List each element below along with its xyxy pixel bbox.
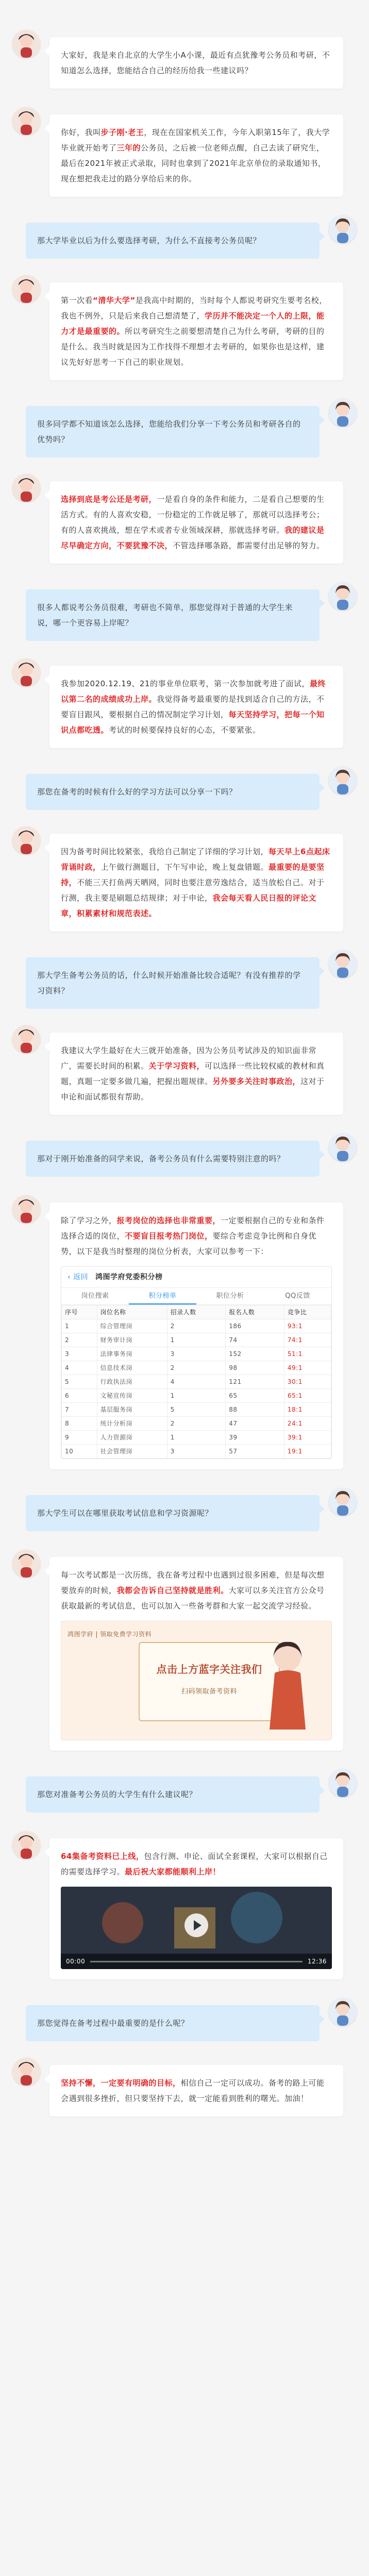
video-player[interactable] xyxy=(61,1887,332,1969)
highlighted-text: 我的建议是尽早确定方向，不要犹豫不决， xyxy=(61,526,325,550)
total-time: 12:36 xyxy=(307,1958,327,1965)
message-bubble xyxy=(26,1776,320,1812)
chat-message-left xyxy=(0,107,369,197)
message-bubble xyxy=(49,481,343,564)
progress-bar[interactable] xyxy=(90,1961,303,1962)
message-bubble xyxy=(26,589,320,641)
asker-avatar[interactable] xyxy=(329,950,357,978)
table-row xyxy=(62,1431,331,1445)
asker-avatar[interactable] xyxy=(329,1133,357,1161)
message-text xyxy=(61,492,332,553)
table-row xyxy=(62,1319,331,1333)
highlighted-text: 每天坚持学习，把每一个知识点都吃透。 xyxy=(61,710,325,735)
play-button[interactable] xyxy=(184,1913,208,1937)
promo-poster[interactable] xyxy=(61,1621,332,1740)
text-segment: 包含行测、申论、面试全套课程，大家可以根据自己的需要选择学习。 xyxy=(61,1852,328,1876)
text-segment: 不管选择哪条路，都需要付出足够的努力。 xyxy=(173,541,325,550)
asker-avatar[interactable] xyxy=(329,399,357,427)
highlighted-text: 我会每天看人民日报的评论文章，积累素材和规范表述。 xyxy=(61,893,317,918)
chat-message-right xyxy=(0,950,369,1009)
answerer-avatar[interactable] xyxy=(12,30,40,58)
table-cell: 57 xyxy=(226,1445,284,1459)
table-row xyxy=(62,1361,331,1375)
table-cell: 30:1 xyxy=(284,1375,331,1389)
table-header-row xyxy=(62,1306,331,1319)
message-text xyxy=(37,1787,308,1802)
table-cell: 法律事务岗 xyxy=(97,1347,167,1361)
chat-message-left xyxy=(0,30,369,89)
asker-avatar[interactable] xyxy=(329,1488,357,1516)
table-row xyxy=(62,1389,331,1403)
text-segment: 那大学毕业以后为什么要选择考研，为什么不直接考公务员呢？ xyxy=(37,236,261,245)
message-text xyxy=(61,844,332,921)
text-segment: ，现在在国家机关工作，今年入职第15年了，我大学毕业就开始考了 xyxy=(61,128,330,152)
message-text xyxy=(37,1505,308,1521)
table-cell: 竞争比 xyxy=(284,1306,331,1319)
text-segment: 大家可以多关注官方公众号获取最新的考试信息，也可以加入一些备考群和大家一起交流学习经验。 xyxy=(61,1586,325,1611)
table-cell: 统计分析岗 xyxy=(97,1417,167,1431)
table-cell: 1 xyxy=(167,1389,226,1403)
message-text xyxy=(61,676,332,738)
message-bubble xyxy=(26,774,320,810)
message-bubble xyxy=(49,1032,343,1115)
text-segment: 那对于刚开始准备的同学来说，备考公务员有什么需要特别注意的吗？ xyxy=(37,1154,285,1163)
table-row xyxy=(62,1445,331,1459)
message-bubble xyxy=(26,1141,320,1177)
table-cell: 39:1 xyxy=(284,1431,331,1445)
table-cell: 2 xyxy=(167,1319,226,1333)
table-cell: 人力资源岗 xyxy=(97,1431,167,1445)
screenshot-header xyxy=(61,1267,331,1288)
chat-message-right xyxy=(0,1133,369,1177)
position-table xyxy=(61,1305,331,1459)
table-cell: 74:1 xyxy=(284,1333,331,1347)
table-cell: 98 xyxy=(226,1361,284,1375)
text-segment: 要综合考虑竞争比例和自身优势，以下是我当时整理的岗位分析表，大家可以参考一下： xyxy=(61,1231,317,1256)
answerer-avatar[interactable] xyxy=(12,2058,40,2086)
highlighted-text: 我都会告诉自己坚持就是胜利。 xyxy=(116,1586,229,1595)
table-cell: 3 xyxy=(62,1347,97,1361)
asker-avatar[interactable] xyxy=(329,767,357,794)
table-cell: 1 xyxy=(167,1431,226,1445)
chat-message-left xyxy=(0,826,369,931)
message-text xyxy=(61,125,332,187)
table-cell: 2 xyxy=(167,1417,226,1431)
table-cell: 5 xyxy=(62,1375,97,1389)
chat-message-left xyxy=(0,1195,369,1469)
message-text xyxy=(61,1043,332,1105)
answerer-avatar[interactable] xyxy=(12,1831,40,1859)
table-cell: 24:1 xyxy=(284,1417,331,1431)
message-bubble xyxy=(49,2065,343,2116)
screenshot-tab[interactable]: 职位分析 xyxy=(216,1292,244,1300)
highlighted-text: 报考岗位的选择也非常重要， xyxy=(116,1216,221,1225)
message-text xyxy=(37,2015,308,2031)
text-segment: 不能三天打鱼两天晒网，同时也要注意劳逸结合，适当放松自己。对于行测，我主要是刷题总结规律；对于申论， xyxy=(61,878,325,903)
text-segment: 那大学生备考公务员的话，什么时候开始准备比较合适呢？有没有推荐的学习资料？ xyxy=(37,971,301,995)
table-cell: 47 xyxy=(226,1417,284,1431)
asker-avatar[interactable] xyxy=(329,215,357,243)
text-segment: 相信自己一定可以成功。备考的路上可能会遇到很多挫折，但只要坚持下去，就一定能看到胜利的曙光。加油！ xyxy=(61,2078,325,2103)
answerer-avatar[interactable] xyxy=(12,1550,40,1578)
table-cell: 8 xyxy=(62,1417,97,1431)
table-cell: 文秘宣传岗 xyxy=(97,1389,167,1403)
text-segment: 那大学生可以在哪里获取考试信息和学习资源呢？ xyxy=(37,1509,213,1518)
poster-subtitle: 扫码领取备考资料 xyxy=(181,1688,237,1696)
highlighted-text: 不要盲目报考热门岗位， xyxy=(125,1231,213,1241)
table-row xyxy=(62,1347,331,1361)
video-controls xyxy=(61,1954,332,1969)
table-cell: 121 xyxy=(226,1375,284,1389)
message-bubble xyxy=(26,1495,320,1531)
message-bubble xyxy=(49,666,343,748)
message-bubble xyxy=(49,1202,343,1469)
text-segment: 一定要根据自己的专业和条件选择合适的岗位， xyxy=(61,1216,325,1241)
screenshot-title: 鸿图学府党委积分榜 xyxy=(95,1273,163,1281)
text-segment: 我建议大学生最好在大三就开始准备，因为公务员考试涉及的知识面非常广，需要长时间的积累。 xyxy=(61,1046,317,1071)
table-cell: 7 xyxy=(62,1403,97,1417)
highlighted-text: “清华大学” xyxy=(93,296,136,305)
table-cell: 3 xyxy=(167,1347,226,1361)
highlighted-text: 最后祝大家都能顺利上岸！ xyxy=(125,1867,221,1876)
chat-message-right xyxy=(0,399,369,457)
text-segment: 是我高中时期的，当时每个人都说考研究生要考名校，我也不例外，只是后来我自己想清楚了， xyxy=(61,296,327,320)
message-text xyxy=(37,784,308,800)
table-cell: 2 xyxy=(62,1333,97,1347)
text-segment: 考试的时候要保持良好的心态，不要紧张。 xyxy=(109,725,261,735)
table-row xyxy=(62,1403,331,1417)
text-segment: 这对于申论和面试都很有帮助。 xyxy=(61,1077,325,1101)
chat-message-left xyxy=(0,1550,369,1751)
text-segment: 所以考研究生之前要想清楚自己为什么考研，考研的目的是什么。我当时就是因为工作找得不理想才去考研的，如果你也是这样，建议先好好思考一下自己的职业规划。 xyxy=(61,327,325,367)
chat-message-left xyxy=(0,275,369,380)
table-cell: 10 xyxy=(62,1445,97,1459)
text-segment: 我觉得备考最重要的是找到适合自己的方法，不要盲目跟风，要根据自己的情况制定学习计划， xyxy=(61,694,325,719)
screenshot-tab[interactable]: QQ反馈 xyxy=(285,1292,310,1300)
screenshot-tab[interactable]: 岗位搜索 xyxy=(81,1292,109,1300)
table-cell: 74 xyxy=(226,1333,284,1347)
table-cell: 51:1 xyxy=(284,1347,331,1361)
text-segment: 那您对准备考公务员的大学生有什么建议呢？ xyxy=(37,1790,197,1799)
highlighted-text: 学历并不能决定一个人的上限，能力才是最重要的。 xyxy=(61,311,325,336)
asker-avatar[interactable] xyxy=(329,1998,357,2026)
table-row xyxy=(62,1417,331,1431)
highlighted-text: 三年的 xyxy=(116,143,141,152)
message-bubble xyxy=(49,1557,343,1751)
answerer-avatar[interactable] xyxy=(12,658,40,686)
text-segment: 你好，我叫 xyxy=(61,128,101,137)
table-cell: 65:1 xyxy=(284,1389,331,1403)
text-segment: 我参加2020.12.19、21的事业单位联考，第一次参加就考进了面试， xyxy=(61,679,310,688)
message-text xyxy=(37,416,308,447)
answerer-avatar[interactable] xyxy=(12,826,40,854)
table-cell: 65 xyxy=(226,1389,284,1403)
back-button[interactable]: ‹ 返回 xyxy=(68,1273,89,1281)
table-cell: 信息技术岗 xyxy=(97,1361,167,1375)
table-cell: 186 xyxy=(226,1319,284,1333)
asker-avatar[interactable] xyxy=(329,582,357,610)
answerer-avatar[interactable] xyxy=(12,1025,40,1053)
table-cell: 19:1 xyxy=(284,1445,331,1459)
message-bubble xyxy=(26,223,320,259)
table-row xyxy=(62,1333,331,1347)
chat-message-left xyxy=(0,474,369,564)
current-time: 00:00 xyxy=(66,1958,86,1965)
poster-strip: 鸿图学府 | 领取免费学习资料 xyxy=(68,1631,152,1638)
message-text xyxy=(61,2075,332,2106)
table-cell: 综合管理岗 xyxy=(97,1319,167,1333)
table-cell: 基层服务岗 xyxy=(97,1403,167,1417)
table-cell: 岗位名称 xyxy=(97,1306,167,1319)
text-segment: 第一次看 xyxy=(61,296,93,305)
table-cell: 4 xyxy=(62,1361,97,1375)
highlighted-text: 64集备考资料已上线， xyxy=(61,1852,144,1861)
text-segment: 因为备考时间比较紧张，我给自己制定了详细的学习计划， xyxy=(61,847,269,856)
chat-message-right xyxy=(0,582,369,641)
table-cell: 招录人数 xyxy=(167,1306,226,1319)
table-cell: 6 xyxy=(62,1389,97,1403)
table-cell: 1 xyxy=(62,1319,97,1333)
text-segment: 上午做行测题目，下午写申论，晚上复盘错题。 xyxy=(100,862,269,872)
answerer-avatar[interactable] xyxy=(12,107,40,135)
message-text xyxy=(61,1213,332,1259)
table-cell: 88 xyxy=(226,1403,284,1417)
table-cell: 49:1 xyxy=(284,1361,331,1375)
table-row xyxy=(62,1375,331,1389)
chat-message-left xyxy=(0,658,369,748)
message-text xyxy=(37,968,308,998)
message-bubble xyxy=(49,37,343,89)
answerer-avatar[interactable] xyxy=(12,474,40,502)
highlighted-text: 坚持不懈，一定要有明确的目标， xyxy=(61,2078,181,2088)
poster-illustration xyxy=(264,1637,311,1730)
table-cell: 序号 xyxy=(62,1306,97,1319)
chat-message-right xyxy=(0,767,369,810)
message-text xyxy=(37,600,308,631)
message-bubble xyxy=(26,2005,320,2041)
table-cell: 5 xyxy=(167,1403,226,1417)
chat-message-left xyxy=(0,1831,369,1979)
table-cell: 财务审计岗 xyxy=(97,1333,167,1347)
message-text xyxy=(61,293,332,370)
message-bubble xyxy=(26,957,320,1009)
table-cell: 152 xyxy=(226,1347,284,1361)
table-cell: 行政执法岗 xyxy=(97,1375,167,1389)
highlighted-text: 步子刚·老王 xyxy=(100,128,144,137)
highlighted-text: 选择到底是考公还是考研， xyxy=(61,495,157,504)
text-segment: 很多人都说考公务员很难，考研也不简单，那您觉得对于普通的大学生来说，哪一个更容易上岸呢？ xyxy=(37,603,293,628)
text-segment: 那您在备考的时候有什么好的学习方法可以分享一下吗？ xyxy=(37,787,237,796)
screenshot-tabs xyxy=(61,1288,331,1305)
message-text xyxy=(61,1849,332,1879)
chat-message-right xyxy=(0,1998,369,2041)
table-cell: 1 xyxy=(167,1333,226,1347)
text-segment: 每一次考试都是一次历练，我在备考过程中也遇到过很多困难，但是每次想要放弃的时候， xyxy=(61,1570,325,1595)
table-cell: 39 xyxy=(226,1431,284,1445)
message-bubble xyxy=(49,834,343,931)
highlighted-text: 最重要的是要坚持， xyxy=(61,862,325,887)
table-cell: 9 xyxy=(62,1431,97,1445)
highlighted-text: 每天早上6点起床背诵时政， xyxy=(61,847,330,872)
message-bubble xyxy=(49,114,343,197)
chat-message-right xyxy=(0,215,369,259)
answerer-avatar[interactable] xyxy=(12,1195,40,1223)
poster-headline: 点击上方蓝字关注我们 xyxy=(156,1663,262,1675)
asker-avatar[interactable] xyxy=(329,1769,357,1797)
message-bubble xyxy=(49,1838,343,1979)
message-text xyxy=(37,1151,308,1166)
chat-message-right xyxy=(0,1488,369,1531)
table-cell: 4 xyxy=(167,1375,226,1389)
chat-message-right xyxy=(0,1769,369,1812)
message-text xyxy=(61,1567,332,1614)
chat-message-left xyxy=(0,2058,369,2116)
text-segment: 很多同学都不知道该怎么选择，您能给我们分享一下考公务员和考研各自的优势吗？ xyxy=(37,419,301,444)
table-cell: 报名人数 xyxy=(226,1306,284,1319)
table-cell: 3 xyxy=(167,1445,226,1459)
message-text xyxy=(37,233,308,248)
table-cell: 2 xyxy=(167,1361,226,1375)
highlighted-text: 最终以第二名的成绩成功上岸。 xyxy=(61,679,326,704)
table-cell: 18:1 xyxy=(284,1403,331,1417)
text-segment: 那您觉得在备考过程中最重要的是什么呢？ xyxy=(37,2019,189,2028)
message-bubble xyxy=(26,406,320,457)
highlighted-text: 关于学习资料， xyxy=(148,1061,205,1071)
answerer-avatar[interactable] xyxy=(12,275,40,303)
text-segment: 可以选择一些比较权威的教材和真题，真题一定要多做几遍，把握出题规律。 xyxy=(61,1061,325,1086)
message-bubble xyxy=(49,282,343,380)
table-cell: 社会管理岗 xyxy=(97,1445,167,1459)
text-segment: 大家好，我是来自北京的大学生小A小课，最近有点犹豫考公务员和考研，不知道怎么选择，您能结合自己的经历给我一些建议吗？ xyxy=(61,50,330,75)
highlighted-text: 另外要多关注时事政治， xyxy=(212,1077,301,1086)
text-segment: 除了学习之外， xyxy=(61,1216,117,1225)
screenshot-tab[interactable]: 积分榜单 xyxy=(129,1288,196,1304)
text-segment: 一是看自身的条件和能力，二是看自己想要的生活方式。有的人喜欢安稳，一份稳定的工作就足够了，那就可以选择考公；有的人喜欢挑战，想在学术或者专业领域深耕，那就选择考研。 xyxy=(61,495,325,535)
text-segment: 公务员，之后被一位老师点醒，自己去读了研究生，最后在2021年被正式录取，同时也拿到了2021年北京单位的录取通知书，现在想把我走过的路分享给后来的你。 xyxy=(61,143,326,183)
chat-message-left xyxy=(0,1025,369,1115)
embedded-screenshot xyxy=(61,1266,332,1459)
poster-scroll xyxy=(139,1642,280,1721)
message-text xyxy=(61,47,332,78)
table-cell: 93:1 xyxy=(284,1319,331,1333)
